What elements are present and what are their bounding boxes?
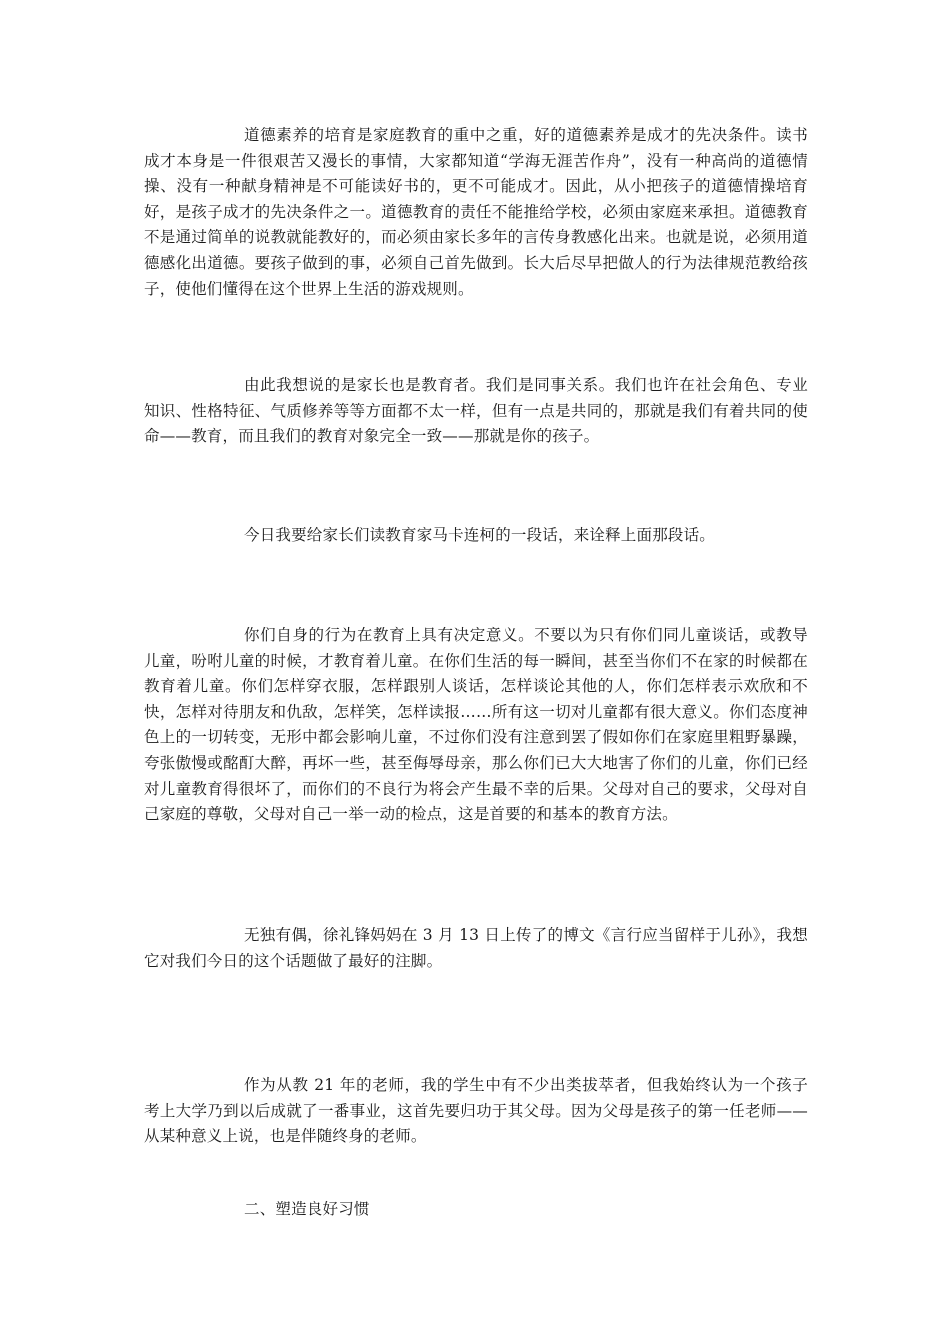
paragraph-makarenko-intro: 今日我要给家长们读教育家马卡连柯的一段话，来诠释上面那段话。: [244, 526, 716, 544]
paragraph-makarenko-quote: 你们自身的行为在教育上具有决定意义。不要以为只有你们同儿童谈话，或教导儿童，吩咐儿童的时候，才教育着儿童。在你们生活的每一瞬间，甚至当你们不在家的时候都在教育着儿童。你们怎样穿衣服，怎样跟别人谈话，怎样谈论其他的人，你们怎样表示欢欣和不快，怎样对待朋友和仇敌，怎样笑，怎样读报……所有这一切对儿童都有很大意义。你们态度神色上的一切转变，无形中都会影响儿童，不过你们没有注意到罢了假如你们在家庭里粗野暴躁，夸张傲慢或酩酊大醉，再坏一些，甚至侮辱母亲，那么你们已大大地害了你们的儿童，你们已经对儿童教育得很坏了，而你们的不良行为将会产生最不幸的后果。父母对自己的要求，父母对自己家庭的尊敬，父母对自己一举一动的检点，这是首要的和基本的教育方法。: [144, 626, 808, 824]
section-heading-good-habits: 二、塑造良好习惯: [244, 1200, 370, 1218]
paragraph-moral-education: 道德素养的培育是家庭教育的重中之重，好的道德素养是成才的先决条件。读书成才本身是一件很艰苦又漫长的事情，大家都知道“学海无涯苦作舟”，没有一种高尚的道德情操、没有一种献身精神是不可能读好书的，更不可能成才。因此，从小把孩子的道德情操培育好，是孩子成才的先决条件之一。道德教育的责任不能推给学校，必须由家庭来承担。道德教育不是通过简单的说教就能教好的，而必须由家长多年的言传身教感化出来。也就是说，必须用道德感化出道德。要孩子做到的事，必须自己首先做到。长大后尽早把做人的行为法律规范教给孩子，使他们懂得在这个世界上生活的游戏规则。: [144, 126, 808, 298]
paragraph-teacher-reflection: 作为从教 21 年的老师，我的学生中有不少出类拔萃者，但我始终认为一个孩子考上大学乃到以后成就了一番事业，这首先要归功于其父母。因为父母是孩子的第一任老师——从某种意义上说，也是伴随终身的老师。: [144, 1076, 808, 1146]
paragraph-parents-as-educators: 由此我想说的是家长也是教育者。我们是同事关系。我们也许在社会角色、专业知识、性格特征、气质修养等等方面都不太一样，但有一点是共同的，那就是我们有着共同的使命——教育，而且我们的教育对象完全一致——那就是你的孩子。: [144, 376, 808, 446]
paragraph-blog-reference: 无独有偶，徐礼锋妈妈在 3 月 13 日上传了的博文《言行应当留样于儿孙》，我想它对我们今日的这个话题做了最好的注脚。: [144, 926, 808, 970]
